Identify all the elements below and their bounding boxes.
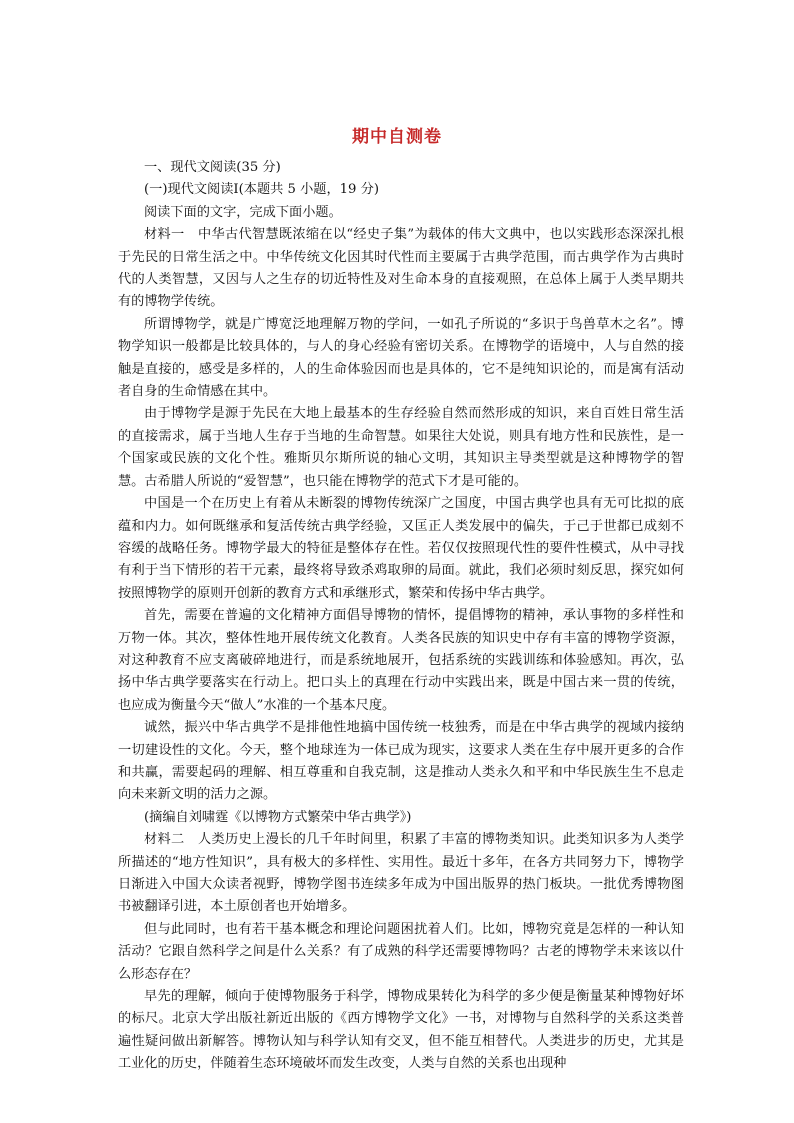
paragraph-questions: 但与此同时，也有若干基本概念和理论问题困扰着人们。比如，博物究竟是怎样的一种认知活动？它跟自然科学之间是什么关系？有了成熟的科学还需要博物吗？古老的博物学未来该以什么形态存在？ bbox=[118, 921, 684, 982]
paragraph-material-two-intro: 材料二 人类历史上漫长的几千年时间里，积累了丰富的博物类知识。此类知识多为人类学所描述的“地方性知识”，具有极大的多样性、实用性。最近十多年，在各方共同努力下，博物学日渐进入中国大众读者视野，博物学图书连续多年成为中国出版界的热门板块。一批优秀博物图书被翻译引进，本土原创者也开始增多。 bbox=[118, 832, 684, 915]
section-heading: 一、现代文阅读(35 分) bbox=[144, 160, 281, 175]
subsection-heading: (一)现代文阅读Ⅰ(本题共 5 小题，19 分) bbox=[144, 182, 379, 198]
paragraph-origin: 由于博物学是源于先民在大地上最基本的生存经验自然而然形成的知识，来自百姓日常生活的直接需求，属于当地人生存于当地的生命智慧。如果往大处说，则具有地方性和民族性，是一个国家或民族的文化个性。雅斯贝尔斯所说的轴心文明，其知识主导类型就是这种博物学的智慧。古希腊人所说的“爱智慧”，也只能在博物学的范式下才是可能的。 bbox=[118, 406, 684, 489]
document-body bbox=[118, 157, 684, 1076]
paragraph-conclusion: 诚然，振兴中华古典学不是排他性地搞中国传统一枝独秀，而是在中华古典学的视域内接纳一切建设性的文化。今天，整个地球连为一体已成为现实，这要求人类在生存中展开更多的合作和共赢，需要起码的理解、相互尊重和自我克制，这是推动人类永久和平和中华民族生生不息走向未来新文明的活力之源。 bbox=[118, 720, 684, 803]
source-citation: (摘编自刘啸霆《以博物方式繁荣中华古典学》) bbox=[144, 809, 412, 825]
paragraph-measures: 首先，需要在普遍的文化精神方面倡导博物的情怀，提倡博物的精神，承认事物的多样性和万物一体。其次，整体性地开展传统文化教育。人类各民族的知识史中存有丰富的博物学资源，对这种教育不应支离破碎地进行，而是系统地展开，包括系统的实践训练和体验感知。再次，弘扬中华古典学要落实在行动上。把口头上的真理在行动中实践出来，既是中国古来一贯的传统，也应成为衡量今天“做人”水准的一个基本尺度。 bbox=[118, 608, 684, 713]
paragraph-china-tradition: 中国是一个在历史上有着从未断裂的博物传统深广之国度，中国古典学也具有无可比拟的底蕴和内力。如何既继承和复活传统古典学经验，又匡正人类发展中的偏失，于己于世都已成刻不容缓的战略任务。博物学最大的特征是整体存在性。若仅仅按照现代性的要件性模式，从中寻找有利于当下情形的若干元素，最终将导致杀鸡取卵的局面。就此，我们必须时刻反思，探究如何按照博物学的原则开创新的教育方式和承继形式，繁荣和传扬中华古典学。 bbox=[118, 496, 684, 601]
page-title: 期中自测卷 bbox=[352, 127, 442, 147]
paragraph-definition: 所谓博物学，就是广博宽泛地理解万物的学问，一如孔子所说的“多识于鸟兽草木之名”。博物学知识一般都是比较具体的，与人的身心经验有密切关系。在博物学的语境中，人与自然的接触是直接的，感受是多样的，人的生命体验因而也是具体的，它不是纯知识论的，而是寓有活动者自身的生命情感在其中。 bbox=[118, 316, 684, 400]
paragraph-understanding: 早先的理解，倾向于使博物服务于科学，博物成果转化为科学的多少便是衡量某种博物好坏的标尺。北京大学出版社新近出版的《西方博物学文化》一书，对博物与自然科学的关系这类普遍性疑问做出新解答。博物认知与科学认知有交叉，但不能互相替代。人类进步的历史，尤其是工业化的历史，伴随着生态环境破坏而发生改变，人类与自然的关系也出现种 bbox=[118, 989, 684, 1072]
reading-instruction: 阅读下面的文字，完成下面小题。 bbox=[144, 204, 342, 220]
paragraph-material-one-intro: 材料一 中华古代智慧既浓缩在以“经史子集”为载体的伟大文典中，也以实践形态深深扎根于先民的日常生活之中。中华传统文化因其时代性而主要属于古典学范围，而古典学作为古典时代的人类智慧，又因与人之生存的切近特性及对生命本身的直接观照，在总体上属于人类早期共有的博物学传统。 bbox=[118, 227, 684, 310]
